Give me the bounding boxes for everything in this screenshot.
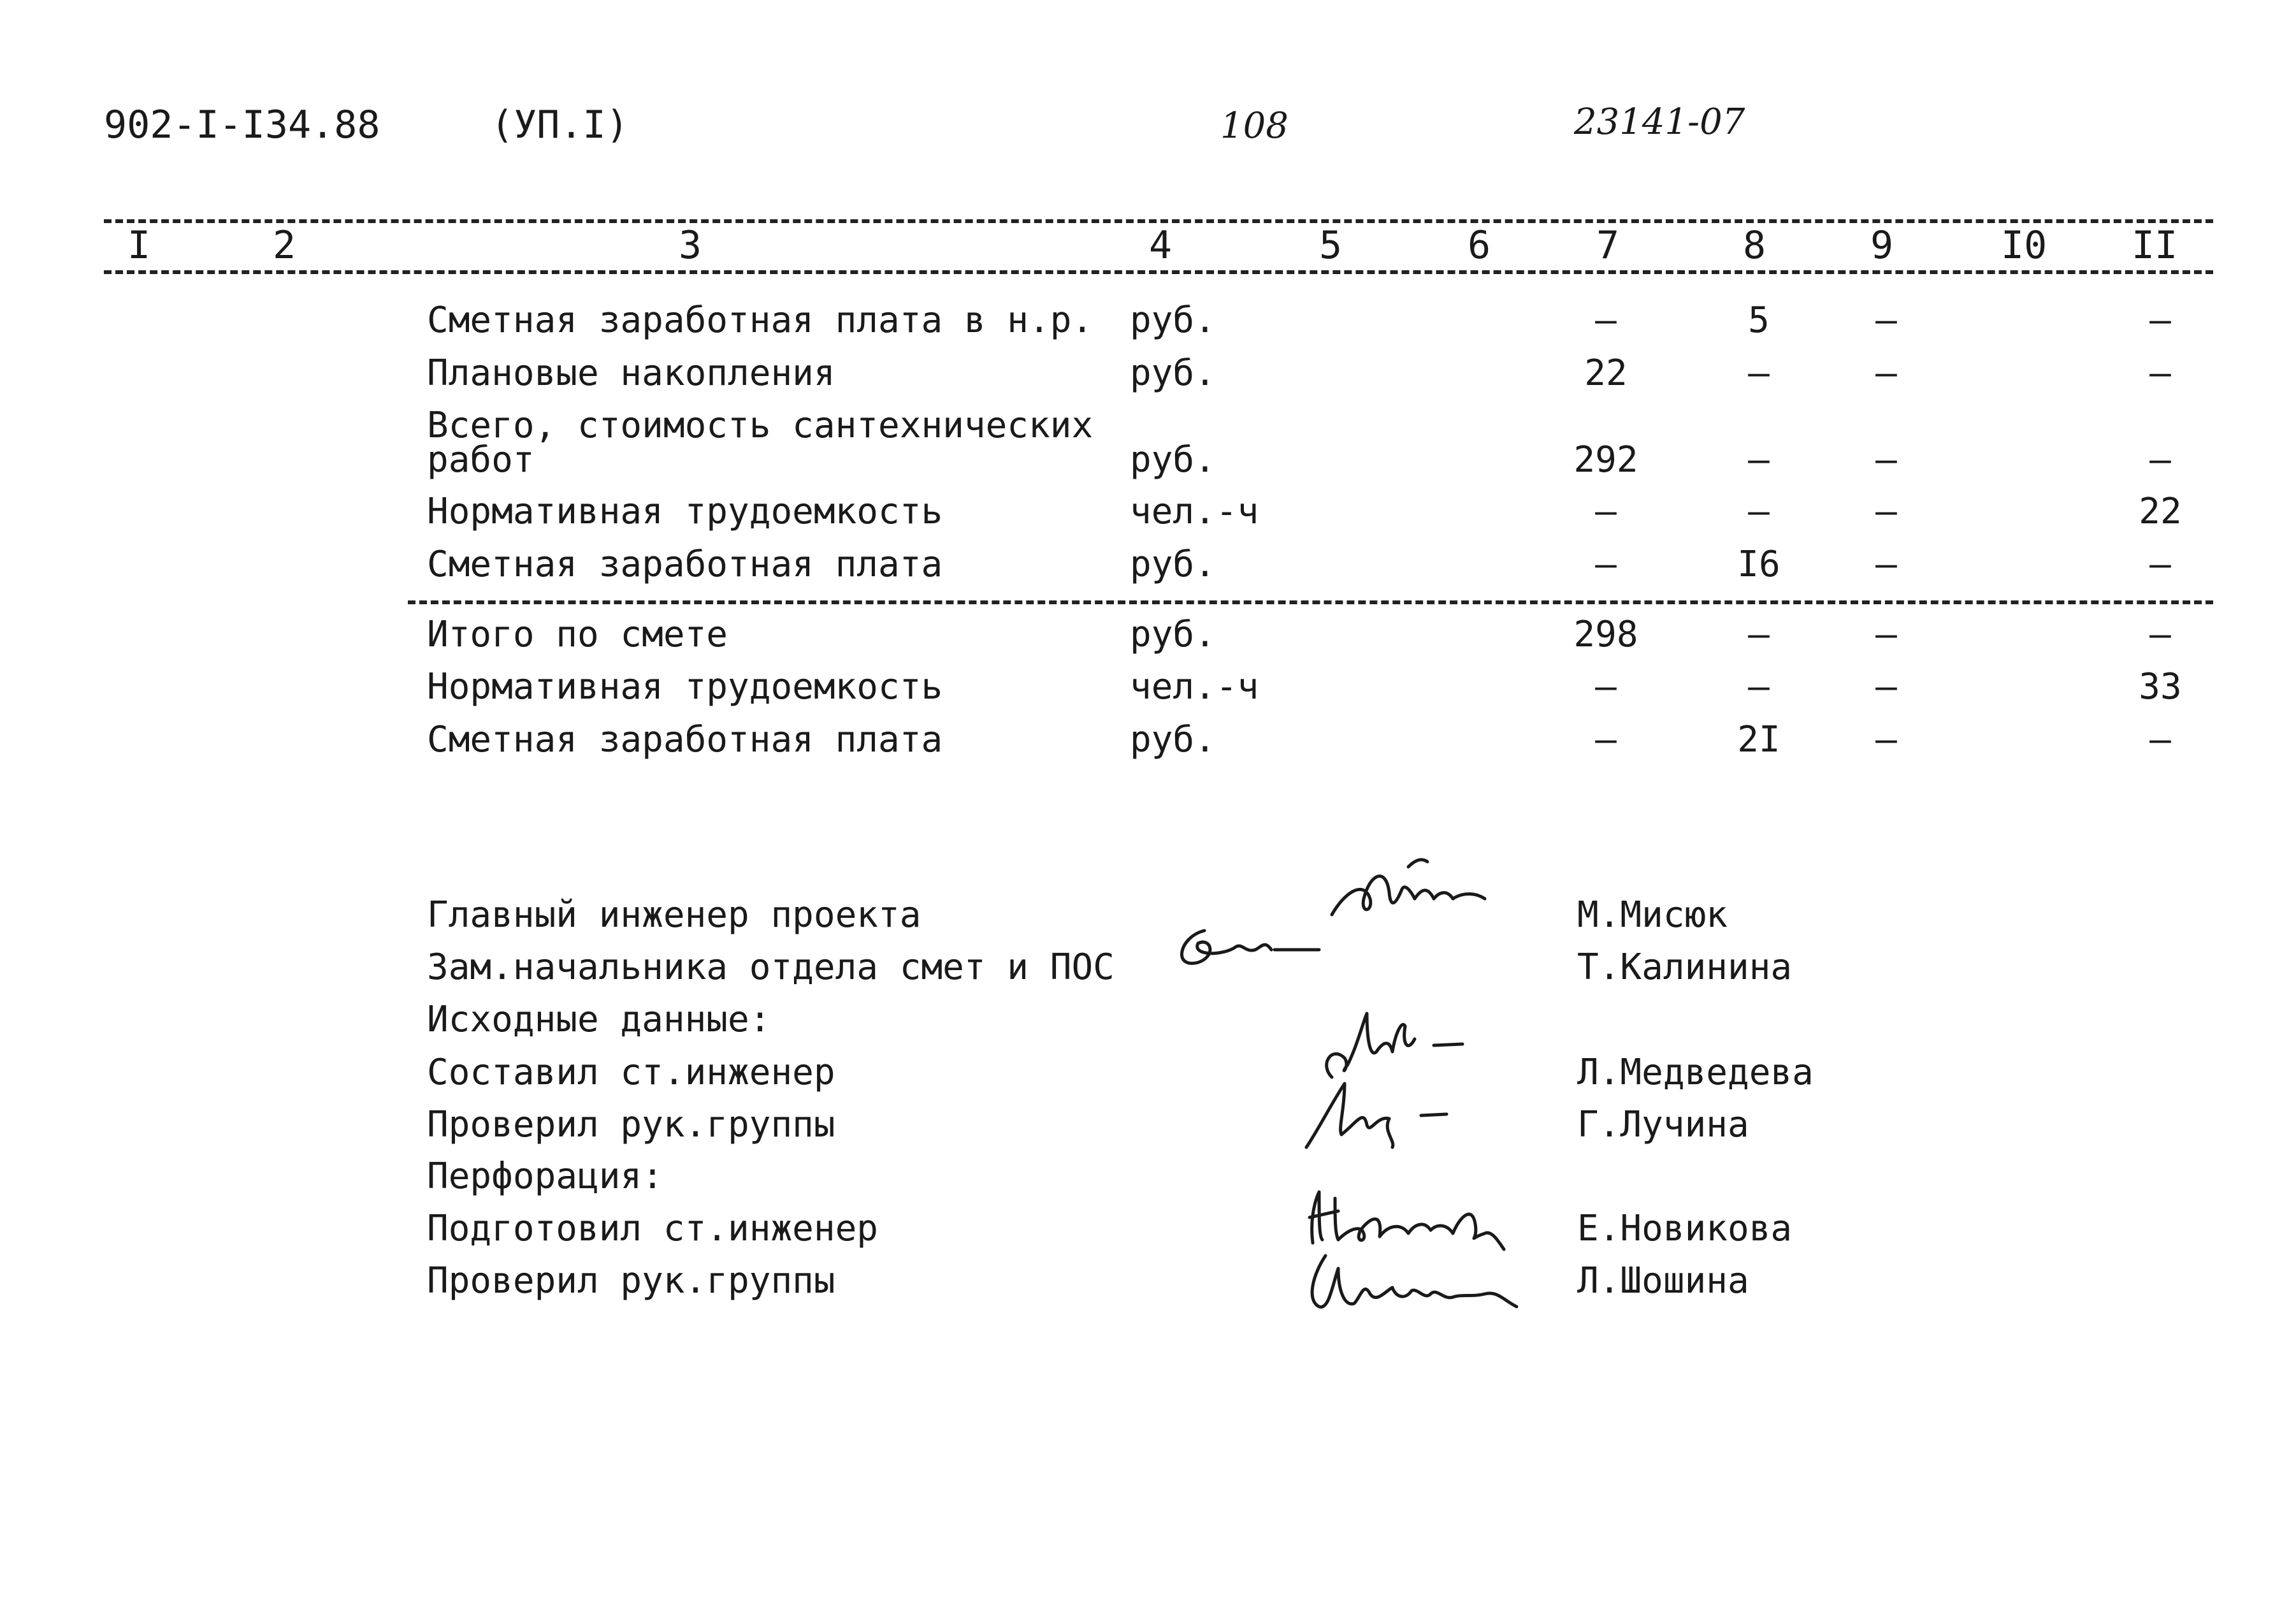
column-number-6: 6 xyxy=(1468,223,1491,268)
cell-col7: – xyxy=(1595,544,1617,585)
column-number-11: II xyxy=(2132,223,2178,268)
cell-col9: – xyxy=(1875,352,1897,394)
cell-col11: – xyxy=(2149,544,2171,585)
column-number-8: 8 xyxy=(1743,223,1766,268)
signature-name: Л.Медведева xyxy=(1577,1052,1814,1093)
section-code: (УП.I) xyxy=(491,103,629,147)
column-number-7: 7 xyxy=(1596,223,1620,268)
cell-col11: – xyxy=(2149,352,2171,394)
total-col9: – xyxy=(1875,666,1897,708)
cell-col9: – xyxy=(1875,439,1897,481)
total-col11: 33 xyxy=(2139,666,2182,708)
row-label-line2: работ xyxy=(427,439,535,481)
column-number-5: 5 xyxy=(1319,223,1343,268)
total-col9: – xyxy=(1875,614,1897,655)
handwritten-signature-4 xyxy=(1294,1071,1472,1154)
row-unit: руб. xyxy=(1130,300,1216,341)
total-unit: чел.-ч xyxy=(1130,666,1259,708)
total-col9: – xyxy=(1875,719,1897,760)
total-col11: – xyxy=(2149,719,2171,760)
sheet-code: 23141-07 xyxy=(1574,101,1745,143)
total-label: Итого по смете xyxy=(427,614,728,655)
signature-section-heading: Исходные данные: xyxy=(427,999,771,1040)
cell-col9: – xyxy=(1875,544,1897,585)
signature-name: Т.Калинина xyxy=(1577,947,1793,988)
row-unit: руб. xyxy=(1130,439,1216,481)
signature-role: Составил ст.инженер xyxy=(427,1052,835,1093)
cell-col11: 22 xyxy=(2139,491,2182,532)
column-number-2: 2 xyxy=(273,223,296,268)
totals-separator-rule xyxy=(408,600,2213,604)
cell-col8: – xyxy=(1748,439,1770,481)
cell-col7: 22 xyxy=(1584,352,1628,394)
signature-role: Зам.начальника отдела смет и ПОС xyxy=(427,947,1115,988)
total-label: Нормативная трудоемкость xyxy=(427,666,943,708)
cell-col7: 292 xyxy=(1573,439,1638,481)
signature-name: Л.Шошина xyxy=(1577,1260,1749,1302)
cell-col9: – xyxy=(1875,491,1897,532)
header-bottom-rule xyxy=(104,270,2213,274)
page-number: 108 xyxy=(1220,105,1289,147)
signature-name: Е.Новикова xyxy=(1577,1208,1793,1249)
signature-role: Проверил рук.группы xyxy=(427,1104,835,1145)
row-label-line1: Всего, стоимость сантехнических xyxy=(427,405,1094,446)
column-number-4: 4 xyxy=(1149,223,1173,268)
row-label: Сметная заработная плата в н.р. xyxy=(427,300,1094,341)
total-unit: руб. xyxy=(1130,719,1216,760)
signature-section-heading: Перфорация: xyxy=(427,1156,663,1197)
row-label: Сметная заработная плата xyxy=(427,544,943,585)
cell-col8: – xyxy=(1748,352,1770,394)
signature-role: Подготовил ст.инженер xyxy=(427,1208,879,1249)
row-unit: руб. xyxy=(1130,352,1216,394)
handwritten-signature-6 xyxy=(1300,1243,1542,1313)
cell-col8: I6 xyxy=(1737,544,1780,585)
total-col7: – xyxy=(1595,719,1617,760)
cell-col8: 5 xyxy=(1748,300,1770,341)
column-number-9: 9 xyxy=(1870,223,1894,268)
handwritten-signature-2 xyxy=(1166,918,1345,975)
cell-col7: – xyxy=(1595,491,1617,532)
row-unit: чел.-ч xyxy=(1130,491,1259,532)
cell-col8: – xyxy=(1748,491,1770,532)
cell-col7: – xyxy=(1595,300,1617,341)
handwritten-signature-5 xyxy=(1300,1179,1529,1249)
total-label: Сметная заработная плата xyxy=(427,719,943,760)
total-col7: – xyxy=(1595,666,1617,708)
total-col8: – xyxy=(1748,614,1770,655)
signature-role: Проверил рук.группы xyxy=(427,1260,835,1302)
total-col7: 298 xyxy=(1573,614,1638,655)
column-number-10: I0 xyxy=(2001,223,2047,268)
row-label: Нормативная трудоемкость xyxy=(427,491,943,532)
handwritten-signature-1 xyxy=(1325,854,1504,924)
cell-col9: – xyxy=(1875,300,1897,341)
row-unit: руб. xyxy=(1130,544,1216,585)
total-unit: руб. xyxy=(1130,614,1216,655)
document-code: 902-I-I34.88 xyxy=(104,103,380,147)
row-label: Плановые накопления xyxy=(427,352,835,394)
signature-role: Главный инженер проекта xyxy=(427,894,921,936)
total-col8: 2I xyxy=(1737,719,1780,760)
signature-name: Г.Лучина xyxy=(1577,1104,1749,1145)
signature-name: М.Мисюк xyxy=(1577,894,1728,936)
cell-col11: – xyxy=(2149,439,2171,481)
column-number-3: 3 xyxy=(679,223,702,268)
total-col11: – xyxy=(2149,614,2171,655)
total-col8: – xyxy=(1748,666,1770,708)
cell-col11: – xyxy=(2149,300,2171,341)
column-number-1: I xyxy=(127,223,151,268)
